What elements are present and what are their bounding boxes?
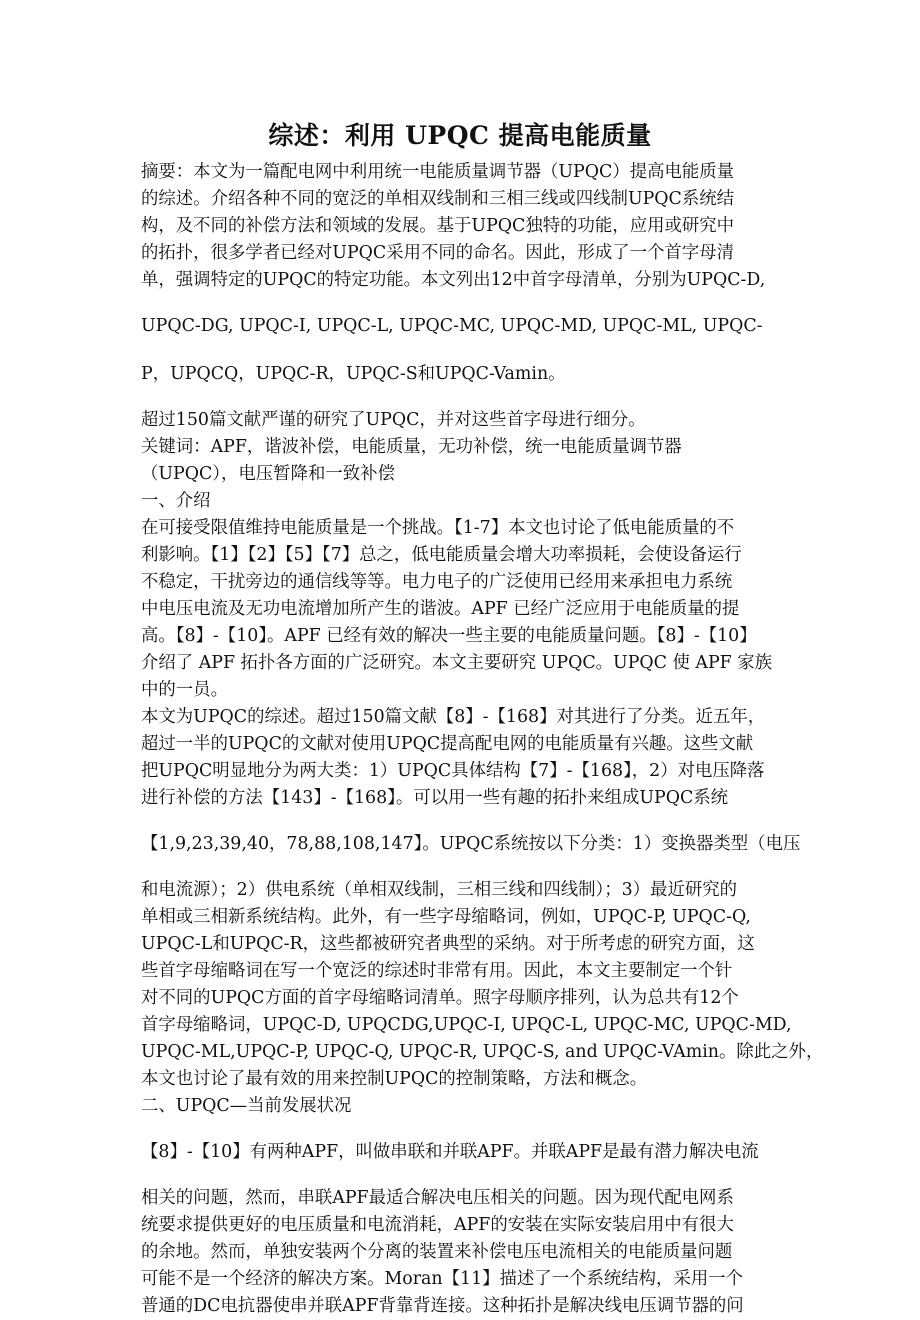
text-line: 【1,9,23,39,40，78,88,108,147】。UPQC系统按以下分类：1）变换器类型（电压 — [141, 834, 801, 854]
text-line: 单相或三相新系统结构。此外，有一些字母缩略词，例如，UPQC-P, UPQC-Q, — [141, 907, 751, 927]
document-body — [141, 159, 824, 1320]
text-line: 和电流源）；2）供电系统（单相双线制，三相三线和四线制）；3）最近研究的 — [141, 880, 738, 900]
keywords-line: 关键词：APF，谐波补偿，电能质量，无功补偿，统一电能质量调节器 — [141, 437, 682, 457]
text-line: P，UPQCQ，UPQC-R，UPQC-S和UPQC-Vamin。 — [141, 364, 566, 384]
section-heading: 二、UPQC—当前发展状况 — [141, 1096, 352, 1116]
document-title: 综述：利用 UPQC 提高电能质量 — [268, 121, 652, 150]
text-line: 相关的问题，然而，串联APF最适合解决电压相关的问题。因为现代配电网系 — [141, 1188, 734, 1208]
text-line: 高。【8】-【10】。APF 已经有效的解决一些主要的电能质量问题。【8】-【10】 — [141, 626, 757, 646]
text-line: 中电压电流及无功电流增加所产生的谐波。APF 已经广泛应用于电能质量的提 — [141, 599, 740, 619]
text-line: 构，及不同的补偿方法和领域的发展。基于UPQC独特的功能，应用或研究中 — [141, 216, 735, 236]
text-line: 中的一员。 — [141, 680, 228, 700]
text-line: 的余地。然而，单独安装两个分离的装置来补偿电压电流相关的电能质量问题 — [141, 1242, 733, 1262]
text-line: 超过一半的UPQC的文献对使用UPQC提高配电网的电能质量有兴趣。这些文献 — [141, 734, 754, 754]
text-line: 可能不是一个经济的解决方案。Moran【11】描述了一个系统结构，采用一个 — [141, 1269, 744, 1289]
text-line: UPQC-L和UPQC-R，这些都被研究者典型的采纳。对于所考虑的研究方面，这 — [141, 934, 755, 954]
text-line: 的拓扑，很多学者已经对UPQC采用不同的命名。因此，形成了一个首字母清 — [141, 243, 735, 263]
text-line: 本文也讨论了最有效的用来控制UPQC的控制策略，方法和概念。 — [141, 1069, 648, 1089]
text-line: UPQC-DG, UPQC-I, UPQC-L, UPQC-MC, UPQC-MD, UPQC-ML, UPQC- — [141, 316, 763, 336]
text-line: 超过150篇文献严谨的研究了UPQC，并对这些首字母进行细分。 — [141, 410, 646, 430]
text-line: 些首字母缩略词在写一个宽泛的综述时非常有用。因此，本文主要制定一个针 — [141, 961, 733, 981]
text-line: 【8】-【10】有两种APF，叫做串联和并联APF。并联APF是最有潜力解决电流 — [141, 1142, 759, 1162]
text-line: 本文为UPQC的综述。超过150篇文献【8】-【168】对其进行了分类。近五年， — [141, 707, 766, 727]
text-line: 在可接受限值维持电能质量是一个挑战。【1-7】本文也讨论了低电能质量的不 — [141, 518, 735, 538]
text-line: UPQC-ML,UPQC-P, UPQC-Q, UPQC-R, UPQC-S, and UPQC-VAmin。除此之外， — [141, 1042, 824, 1062]
text-line: 对不同的UPQC方面的首字母缩略词清单。照字母顺序排列，认为总共有12个 — [141, 988, 739, 1008]
text-line: 首字母缩略词，UPQC-D, UPQCDG,UPQC-I, UPQC-L, UPQC-MC, UPQC-MD, — [141, 1015, 792, 1035]
text-line: 介绍了 APF 拓扑各方面的广泛研究。本文主要研究 UPQC。UPQC 使 APF 家族 — [141, 653, 773, 673]
text-line: 单，强调特定的UPQC的特定功能。本文列出12中首字母清单，分别为UPQC-D, — [141, 270, 766, 290]
text-line: 统要求提供更好的电压质量和电流消耗，APF的安装在实际安装启用中有很大 — [141, 1215, 734, 1235]
text-line: 不稳定，干扰旁边的通信线等等。电力电子的广泛使用已经用来承担电力系统 — [141, 572, 733, 592]
text-line: 普通的DC电抗器使串并联APF背靠背连接。这种拓扑是解决线电压调节器的问 — [141, 1296, 744, 1316]
text-line: 摘要：本文为一篇配电网中利用统一电能质量调节器（UPQC）提高电能质量 — [141, 162, 735, 182]
keywords-line: （UPQC），电压暂降和一致补偿 — [141, 464, 395, 484]
section-heading: 一、介绍 — [141, 491, 211, 511]
text-line: 进行补偿的方法【143】-【168】。可以用一些有趣的拓扑来组成UPQC系统 — [141, 788, 729, 808]
text-line: 的综述。介绍各种不同的宽泛的单相双线制和三相三线或四线制UPQC系统结 — [141, 189, 735, 209]
text-line: 利影响。【1】【2】【5】【7】总之，低电能质量会增大功率损耗，会使设备运行 — [141, 545, 742, 565]
text-line: 把UPQC明显地分为两大类：1）UPQC具体结构【7】-【168】，2）对电压降落 — [141, 761, 765, 781]
